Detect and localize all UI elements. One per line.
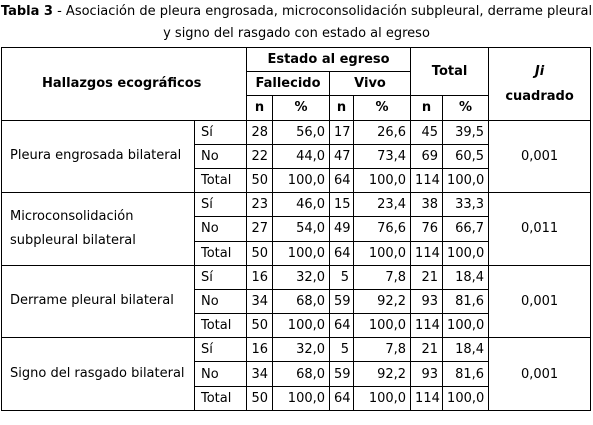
header-fallecido: Fallecido — [247, 72, 330, 96]
vivo-pct-cell: 7,8 — [354, 338, 411, 362]
level-label: No — [195, 289, 247, 313]
fallecido-pct-cell: 100,0 — [273, 168, 330, 192]
fallecido-pct-cell: 68,0 — [273, 362, 330, 386]
level-label: No — [195, 362, 247, 386]
fallecido-n-cell: 28 — [247, 120, 273, 144]
vivo-pct-cell: 26,6 — [354, 120, 411, 144]
caption-text: - Asociación de pleura engrosada, microconsolidación subpleural, derrame pleural y signo del rasgado con estado al egreso — [52, 4, 593, 41]
level-label: Sí — [195, 265, 247, 289]
total-n-cell: 45 — [411, 120, 443, 144]
fallecido-n-cell: 50 — [247, 241, 273, 265]
fallecido-pct-cell: 100,0 — [273, 314, 330, 338]
vivo-pct-cell: 7,8 — [354, 265, 411, 289]
vivo-pct-cell: 92,2 — [354, 289, 411, 313]
vivo-n-cell: 59 — [330, 362, 354, 386]
total-pct-cell: 100,0 — [443, 168, 489, 192]
header-total-pct: % — [443, 96, 489, 120]
level-label: Total — [195, 168, 247, 192]
fallecido-pct-cell: 100,0 — [273, 241, 330, 265]
fallecido-n-cell: 27 — [247, 217, 273, 241]
finding-label: Microconsolidación subpleural bilateral — [2, 193, 195, 266]
header-fallecido-n: n — [247, 96, 273, 120]
fallecido-pct-cell: 54,0 — [273, 217, 330, 241]
header-vivo-pct: % — [354, 96, 411, 120]
table-row — [2, 338, 591, 362]
level-label: Total — [195, 386, 247, 410]
total-pct-cell: 18,4 — [443, 338, 489, 362]
level-label: No — [195, 217, 247, 241]
vivo-n-cell: 64 — [330, 386, 354, 410]
table-row — [2, 265, 591, 289]
vivo-n-cell: 64 — [330, 314, 354, 338]
vivo-pct-cell: 76,6 — [354, 217, 411, 241]
fallecido-n-cell: 23 — [247, 193, 273, 217]
total-n-cell: 21 — [411, 338, 443, 362]
total-pct-cell: 33,3 — [443, 193, 489, 217]
total-pct-cell: 66,7 — [443, 217, 489, 241]
total-pct-cell: 100,0 — [443, 241, 489, 265]
fallecido-n-cell: 22 — [247, 144, 273, 168]
fallecido-pct-cell: 100,0 — [273, 386, 330, 410]
ji-cuadrado-p-value: 0,011 — [489, 193, 591, 266]
fallecido-pct-cell: 56,0 — [273, 120, 330, 144]
header-total: Total — [411, 48, 489, 96]
ji-cuadrado-p-value: 0,001 — [489, 265, 591, 338]
finding-label: Pleura engrosada bilateral — [2, 120, 195, 193]
total-n-cell: 114 — [411, 386, 443, 410]
finding-label: Derrame pleural bilateral — [2, 265, 195, 338]
header-vivo-n: n — [330, 96, 354, 120]
table-row — [2, 193, 591, 217]
total-pct-cell: 39,5 — [443, 120, 489, 144]
fallecido-n-cell: 34 — [247, 362, 273, 386]
vivo-n-cell: 49 — [330, 217, 354, 241]
fallecido-n-cell: 34 — [247, 289, 273, 313]
vivo-n-cell: 5 — [330, 338, 354, 362]
caption-label: Tabla 3 — [0, 4, 53, 19]
vivo-pct-cell: 100,0 — [354, 386, 411, 410]
fallecido-pct-cell: 46,0 — [273, 193, 330, 217]
vivo-n-cell: 5 — [330, 265, 354, 289]
table-row — [2, 120, 591, 144]
vivo-n-cell: 64 — [330, 241, 354, 265]
vivo-pct-cell: 23,4 — [354, 193, 411, 217]
finding-label: Signo del rasgado bilateral — [2, 338, 195, 411]
fallecido-pct-cell: 32,0 — [273, 338, 330, 362]
vivo-n-cell: 47 — [330, 144, 354, 168]
ji-cuadrado-p-value: 0,001 — [489, 338, 591, 411]
fallecido-pct-cell: 44,0 — [273, 144, 330, 168]
total-pct-cell: 81,6 — [443, 289, 489, 313]
fallecido-pct-cell: 68,0 — [273, 289, 330, 313]
level-label: No — [195, 144, 247, 168]
total-n-cell: 69 — [411, 144, 443, 168]
header-ji-cuadrado — [489, 48, 591, 121]
ji-cuadrado-p-value: 0,001 — [489, 120, 591, 193]
level-label: Sí — [195, 338, 247, 362]
fallecido-n-cell: 50 — [247, 168, 273, 192]
vivo-n-cell: 15 — [330, 193, 354, 217]
header-fallecido-pct: % — [273, 96, 330, 120]
total-n-cell: 114 — [411, 168, 443, 192]
total-pct-cell: 18,4 — [443, 265, 489, 289]
level-label: Total — [195, 314, 247, 338]
vivo-n-cell: 64 — [330, 168, 354, 192]
fallecido-n-cell: 16 — [247, 265, 273, 289]
level-label: Sí — [195, 193, 247, 217]
vivo-n-cell: 59 — [330, 289, 354, 313]
vivo-n-cell: 17 — [330, 120, 354, 144]
header-vivo: Vivo — [330, 72, 411, 96]
fallecido-pct-cell: 32,0 — [273, 265, 330, 289]
total-pct-cell: 100,0 — [443, 314, 489, 338]
total-n-cell: 38 — [411, 193, 443, 217]
header-ji: Ji — [534, 63, 545, 79]
header-cuadrado: cuadrado — [505, 88, 574, 104]
total-n-cell: 114 — [411, 241, 443, 265]
total-n-cell: 21 — [411, 265, 443, 289]
total-n-cell: 114 — [411, 314, 443, 338]
vivo-pct-cell: 100,0 — [354, 314, 411, 338]
level-label: Total — [195, 241, 247, 265]
header-total-n: n — [411, 96, 443, 120]
header-row-1 — [2, 48, 591, 72]
total-n-cell: 93 — [411, 362, 443, 386]
total-n-cell: 76 — [411, 217, 443, 241]
vivo-pct-cell: 100,0 — [354, 168, 411, 192]
vivo-pct-cell: 100,0 — [354, 241, 411, 265]
fallecido-n-cell: 16 — [247, 338, 273, 362]
total-pct-cell: 60,5 — [443, 144, 489, 168]
results-table — [1, 47, 591, 411]
level-label: Sí — [195, 120, 247, 144]
header-estado: Estado al egreso — [247, 48, 411, 72]
fallecido-n-cell: 50 — [247, 314, 273, 338]
header-hallazgos: Hallazgos ecográficos — [2, 48, 247, 121]
fallecido-n-cell: 50 — [247, 386, 273, 410]
total-pct-cell: 100,0 — [443, 386, 489, 410]
vivo-pct-cell: 92,2 — [354, 362, 411, 386]
vivo-pct-cell: 73,4 — [354, 144, 411, 168]
table-caption — [0, 0, 593, 45]
total-n-cell: 93 — [411, 289, 443, 313]
total-pct-cell: 81,6 — [443, 362, 489, 386]
